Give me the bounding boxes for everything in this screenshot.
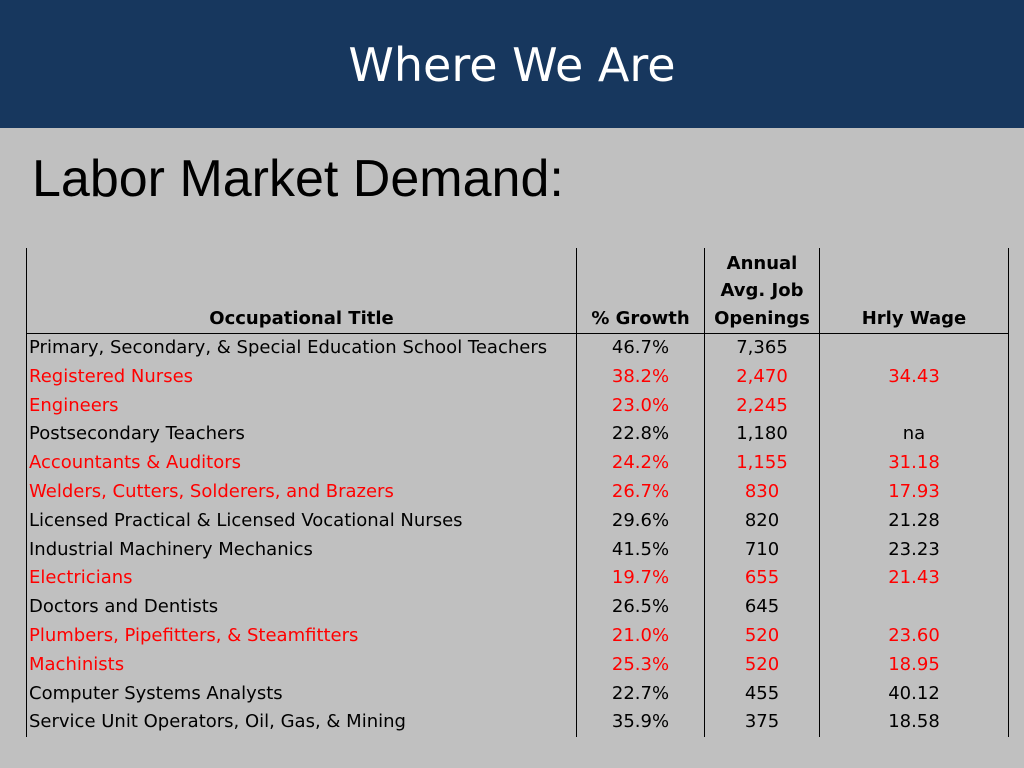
growth-cell: 22.8% — [577, 420, 705, 449]
table-row — [27, 363, 1009, 392]
wage-cell: 18.58 — [820, 708, 1009, 737]
occupation-cell: Engineers — [27, 392, 577, 421]
occupation-cell: Service Unit Operators, Oil, Gas, & Mining — [27, 708, 577, 737]
openings-cell: 655 — [705, 564, 820, 593]
slide-title: Where We Are — [348, 38, 676, 92]
table-row — [27, 536, 1009, 565]
table-row — [27, 449, 1009, 478]
growth-cell: 21.0% — [577, 622, 705, 651]
wage-cell — [820, 334, 1009, 363]
openings-cell: 375 — [705, 708, 820, 737]
table-row — [27, 593, 1009, 622]
growth-cell: 22.7% — [577, 680, 705, 709]
openings-cell: 830 — [705, 478, 820, 507]
table-row — [27, 651, 1009, 680]
openings-cell: 1,155 — [705, 449, 820, 478]
header-openings-line-1: Annual — [726, 252, 798, 274]
wage-cell: 40.12 — [820, 680, 1009, 709]
occupation-cell: Computer Systems Analysts — [27, 680, 577, 709]
slide-subtitle: Labor Market Demand: — [32, 150, 564, 208]
header-openings-line-2: Avg. Job — [720, 280, 804, 301]
growth-cell: 46.7% — [577, 334, 705, 363]
wage-cell: 31.18 — [820, 449, 1009, 478]
occupation-cell: Plumbers, Pipefitters, & Steamfitters — [27, 622, 577, 651]
openings-cell: 820 — [705, 507, 820, 536]
wage-cell: 23.23 — [820, 536, 1009, 565]
occupation-cell: Welders, Cutters, Solderers, and Brazers — [27, 478, 577, 507]
wage-cell: 23.60 — [820, 622, 1009, 651]
growth-cell: 41.5% — [577, 536, 705, 565]
openings-cell: 710 — [705, 536, 820, 565]
table-row — [27, 564, 1009, 593]
table-header-row — [27, 248, 1009, 334]
occupation-cell: Registered Nurses — [27, 363, 577, 392]
header-openings-line-3: Openings — [714, 307, 810, 329]
growth-cell: 35.9% — [577, 708, 705, 737]
wage-cell: 18.95 — [820, 651, 1009, 680]
growth-cell: 24.2% — [577, 449, 705, 478]
table-row — [27, 680, 1009, 709]
openings-cell: 520 — [705, 622, 820, 651]
growth-cell: 29.6% — [577, 507, 705, 536]
occupation-cell: Machinists — [27, 651, 577, 680]
occupation-cell: Electricians — [27, 564, 577, 593]
openings-cell: 520 — [705, 651, 820, 680]
growth-cell: 25.3% — [577, 651, 705, 680]
table-row — [27, 334, 1009, 363]
occupation-cell: Postsecondary Teachers — [27, 420, 577, 449]
wage-cell: 17.93 — [820, 478, 1009, 507]
title-bar — [0, 0, 1024, 128]
wage-cell: 34.43 — [820, 363, 1009, 392]
growth-cell: 38.2% — [577, 363, 705, 392]
growth-cell: 23.0% — [577, 392, 705, 421]
table-row — [27, 392, 1009, 421]
growth-cell: 26.5% — [577, 593, 705, 622]
occupation-cell: Licensed Practical & Licensed Vocational Nurses — [27, 507, 577, 536]
table-row — [27, 622, 1009, 651]
labor-demand-table — [26, 248, 1009, 737]
wage-cell: 21.43 — [820, 564, 1009, 593]
growth-cell: 19.7% — [577, 564, 705, 593]
wage-cell: 21.28 — [820, 507, 1009, 536]
wage-cell — [820, 392, 1009, 421]
openings-cell: 7,365 — [705, 334, 820, 363]
header-growth: % Growth — [577, 248, 705, 334]
openings-cell: 2,245 — [705, 392, 820, 421]
table-row — [27, 420, 1009, 449]
openings-cell: 1,180 — [705, 420, 820, 449]
table-row — [27, 708, 1009, 737]
openings-cell: 2,470 — [705, 363, 820, 392]
labor-demand-table-wrap — [26, 248, 1008, 737]
occupation-cell: Accountants & Auditors — [27, 449, 577, 478]
occupation-cell: Doctors and Dentists — [27, 593, 577, 622]
occupation-cell: Primary, Secondary, & Special Education School Teachers — [27, 334, 577, 363]
wage-cell: na — [820, 420, 1009, 449]
header-openings — [705, 248, 820, 334]
openings-cell: 645 — [705, 593, 820, 622]
occupation-cell: Industrial Machinery Mechanics — [27, 536, 577, 565]
header-hourly-wage: Hrly Wage — [820, 248, 1009, 334]
table-body — [27, 334, 1009, 738]
table-row — [27, 478, 1009, 507]
table-row — [27, 507, 1009, 536]
growth-cell: 26.7% — [577, 478, 705, 507]
header-occupational-title: Occupational Title — [27, 248, 577, 334]
openings-cell: 455 — [705, 680, 820, 709]
wage-cell — [820, 593, 1009, 622]
